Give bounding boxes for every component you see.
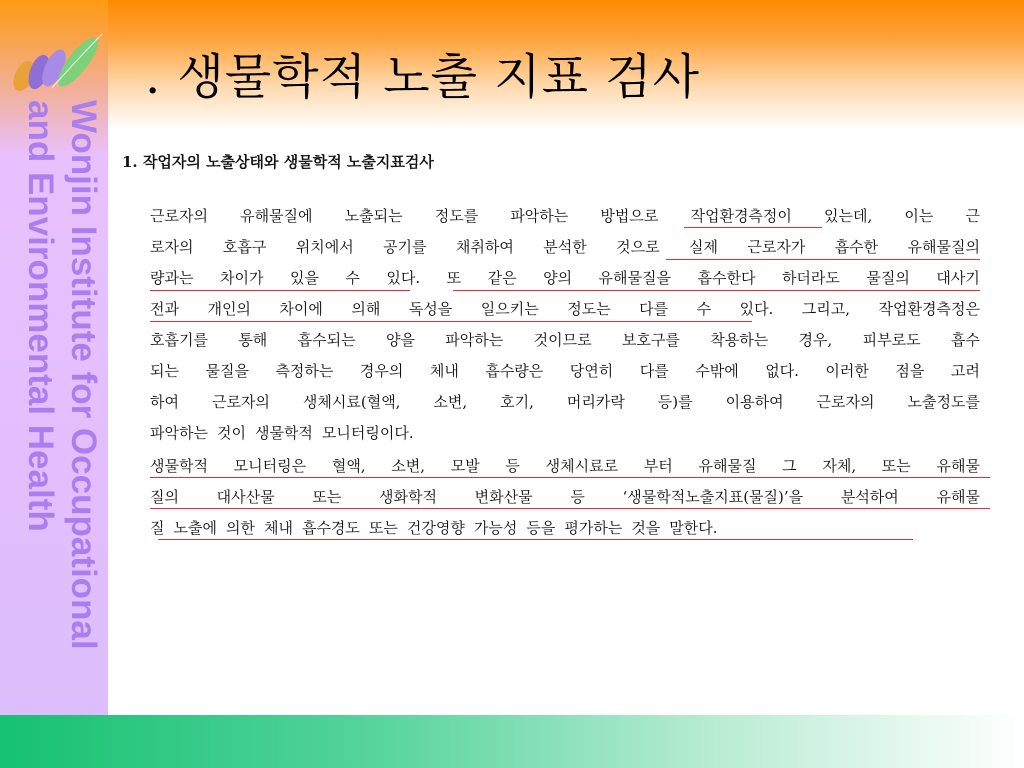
paragraph-word: 공기를 [383, 238, 427, 256]
paragraph-line [150, 486, 980, 506]
paragraph-word: 건강영향 [406, 519, 465, 537]
paragraph-word: 경우의 [359, 362, 404, 380]
paragraph-word: 등 [505, 457, 520, 475]
paragraph-word: 의해 [351, 300, 381, 318]
paragraph-word: 것으로 [616, 238, 660, 256]
paragraph-word: 측정하는 [275, 362, 334, 380]
leaf-logo-icon [4, 28, 108, 98]
paragraph-word: 차이에 [279, 300, 323, 318]
red-underline [158, 539, 913, 540]
paragraph-word: 대사기 [936, 269, 980, 287]
paragraph-word: 일으키는 [480, 300, 539, 318]
paragraph-word: 이용하여 [725, 393, 784, 411]
paragraph-word: 근로자의 [816, 393, 875, 411]
paragraph-word: 유해물 [936, 457, 980, 475]
paragraph-line [150, 455, 980, 475]
paragraph-word: 체내 [429, 362, 459, 380]
paragraph-line [150, 422, 980, 442]
paragraph-word: 변화산물 [474, 488, 533, 506]
paragraph-line [150, 298, 980, 318]
paragraph-word: 다를 [639, 300, 669, 318]
paragraph-word: 유해물질을 [598, 269, 671, 287]
slide-title: . 생물학적 노출 지표 검사 [145, 49, 700, 105]
red-underline [684, 227, 822, 228]
paragraph-word: 것을 [631, 519, 661, 537]
paragraph-word: 파악하는 [445, 331, 504, 349]
paragraph-word: 소변, [391, 457, 426, 475]
paragraph-line [150, 360, 980, 380]
paragraph-word: 착용하는 [710, 331, 769, 349]
paragraph-word: 물질을 [205, 362, 249, 380]
paragraph-word: 독성을 [408, 300, 453, 318]
paragraph-word: 하더라도 [781, 269, 840, 287]
paragraph-word: 있다. [739, 300, 774, 318]
paragraph-line [150, 329, 980, 349]
paragraph-word: 위치에서 [295, 238, 354, 256]
paragraph-word: 통해 [238, 331, 268, 349]
paragraph-word: 생체시료(혈액, [302, 393, 401, 411]
paragraph-word: 점을 [895, 362, 925, 380]
paragraph-word: 파악하는 [510, 207, 569, 225]
paragraph-word: 량과는 [150, 269, 194, 287]
paragraph-word: 양의 [543, 269, 573, 287]
paragraph-word: 호흡기를 [150, 331, 208, 349]
paragraph-word: 것이 [216, 424, 246, 442]
paragraph-word: 작업환경측정은 [878, 300, 980, 318]
paragraph-word: 경우, [798, 331, 833, 349]
paragraph-word: 분석하여 [840, 488, 899, 506]
paragraph-word: 생체시료로 [545, 457, 619, 475]
paragraph-word: 있다. [386, 269, 421, 287]
paragraph-word: 파악하는 [150, 424, 208, 442]
paragraph-word: 정도를 [434, 207, 479, 225]
paragraph-word: 피부로도 [862, 331, 921, 349]
institute-name-vertical: Wonjin Institute for Occupational and Environmental Health [21, 100, 103, 650]
paragraph-word: 부터 [643, 457, 673, 475]
paragraph-word: 유해물 [936, 488, 980, 506]
paragraph-line [150, 267, 980, 287]
paragraph-word: 대사산물 [216, 488, 275, 506]
paragraph-word: 노출정도를 [907, 393, 980, 411]
paragraph-word: 당연히 [569, 362, 614, 380]
paragraph-word: 모니터링이다. [321, 424, 414, 442]
paragraph-word: 생물학적 [254, 424, 313, 442]
paragraph-word: 또는 [368, 519, 398, 537]
paragraph-word: 흡수경도 [301, 519, 360, 537]
paragraph-word: 가능성 [473, 519, 518, 537]
paragraph-word: 노출되는 [344, 207, 403, 225]
paragraph-word: 또는 [881, 457, 911, 475]
paragraph-word: 또는 [312, 488, 342, 506]
paragraph-line [150, 236, 980, 256]
paragraph-word: 개인의 [207, 300, 251, 318]
paragraph-word: 그리고, [801, 300, 851, 318]
paragraph-word: 흡수 [950, 331, 980, 349]
paragraph-word: 혈액, [331, 457, 366, 475]
red-underline [666, 259, 980, 260]
paragraph-word: 수밖에 [695, 362, 739, 380]
paragraph-word: 되는 [150, 362, 179, 380]
paragraph-word: 흡수량은 [485, 362, 544, 380]
section-heading: 1. 작업자의 노출상태와 생물학적 노출지표검사 [122, 153, 434, 171]
paragraph-word: 흡수되는 [297, 331, 356, 349]
paragraph-word: 수 [696, 300, 712, 318]
paragraph-word: 근 [965, 207, 980, 225]
paragraph-word: ‘생물학적노출지표(물질)’을 [622, 488, 804, 506]
paragraph-word: 근로자가 [747, 238, 806, 256]
paragraph-word: 보호구를 [621, 331, 680, 349]
paragraph-word: 호기, [500, 393, 534, 411]
paragraph-line [150, 391, 980, 411]
paragraph-word: 유해물질의 [907, 238, 980, 256]
paragraph-word: 모발 [450, 457, 480, 475]
paragraph-word: 또 [446, 269, 462, 287]
paragraph-word: 등)를 [657, 393, 693, 411]
paragraph-word: 것이므로 [533, 331, 592, 349]
paragraph-word: 질의 [150, 488, 179, 506]
paragraph-word: 차이가 [219, 269, 264, 287]
paragraph-word: 근로자의 [150, 207, 208, 225]
paragraph-word: 의한 [225, 519, 255, 537]
paragraph-word: 노출에 [173, 519, 217, 537]
paragraph-word: 다를 [639, 362, 669, 380]
paragraph-word: 생화학적 [379, 488, 437, 506]
paragraph-word: 유해물질 [698, 457, 757, 475]
paragraph-word: 근로자의 [211, 393, 270, 411]
paragraph-word: 채취하여 [455, 238, 514, 256]
paragraph-word: 작업환경측정이 [690, 207, 792, 225]
paragraph-word: 모니터링은 [233, 457, 307, 475]
paragraph-word: 방법으로 [600, 207, 659, 225]
paragraph-word: 흡수한 [834, 238, 879, 256]
paragraph-word: 이는 [904, 207, 934, 225]
paragraph-word: 분석한 [543, 238, 587, 256]
paragraph-line [150, 517, 980, 537]
red-underline [150, 477, 990, 478]
paragraph-word: 양을 [385, 331, 415, 349]
red-underline [150, 508, 990, 509]
paragraph-word: 질 [150, 519, 165, 537]
red-underline [453, 290, 980, 291]
paragraph-word: 머리카락 [566, 393, 625, 411]
paragraph-word: 체내 [263, 519, 293, 537]
paragraph-word: 전과 [150, 300, 179, 318]
paragraph-word: 하여 [150, 393, 179, 411]
paragraph-word: 호흡구 [222, 238, 267, 256]
paragraph-word: 등을 [526, 519, 556, 537]
paragraph-word: 고려 [950, 362, 980, 380]
paragraph-word: 생물학적 [150, 457, 208, 475]
paragraph-word: 있는데, [824, 207, 873, 225]
paragraph-word: 없다. [765, 362, 799, 380]
paragraph-word: 유해물질에 [240, 207, 313, 225]
paragraph-word: 소변, [433, 393, 468, 411]
red-underline [150, 290, 410, 291]
document-image [118, 142, 1003, 570]
paragraph-line [150, 205, 980, 225]
paragraph-word: 흡수한다 [697, 269, 756, 287]
paragraph-word: 로자의 [150, 238, 194, 256]
paragraph-word: 같은 [487, 269, 517, 287]
paragraph-word: 물질의 [866, 269, 910, 287]
paragraph-word: 등 [570, 488, 585, 506]
paragraph-word: 정도는 [567, 300, 611, 318]
paragraph-word: 있을 [289, 269, 319, 287]
paragraph-word: 실제 [688, 238, 718, 256]
paragraph-word: 이러한 [825, 362, 869, 380]
paragraph-word: 자체, [822, 457, 857, 475]
paragraph-word: 그 [782, 457, 797, 475]
paragraph-word: 평가하는 [564, 519, 623, 537]
red-underline [150, 321, 752, 322]
paragraph-word: 말한다. [669, 519, 718, 537]
paragraph-word: 수 [345, 269, 360, 287]
footer-band [0, 715, 1024, 768]
